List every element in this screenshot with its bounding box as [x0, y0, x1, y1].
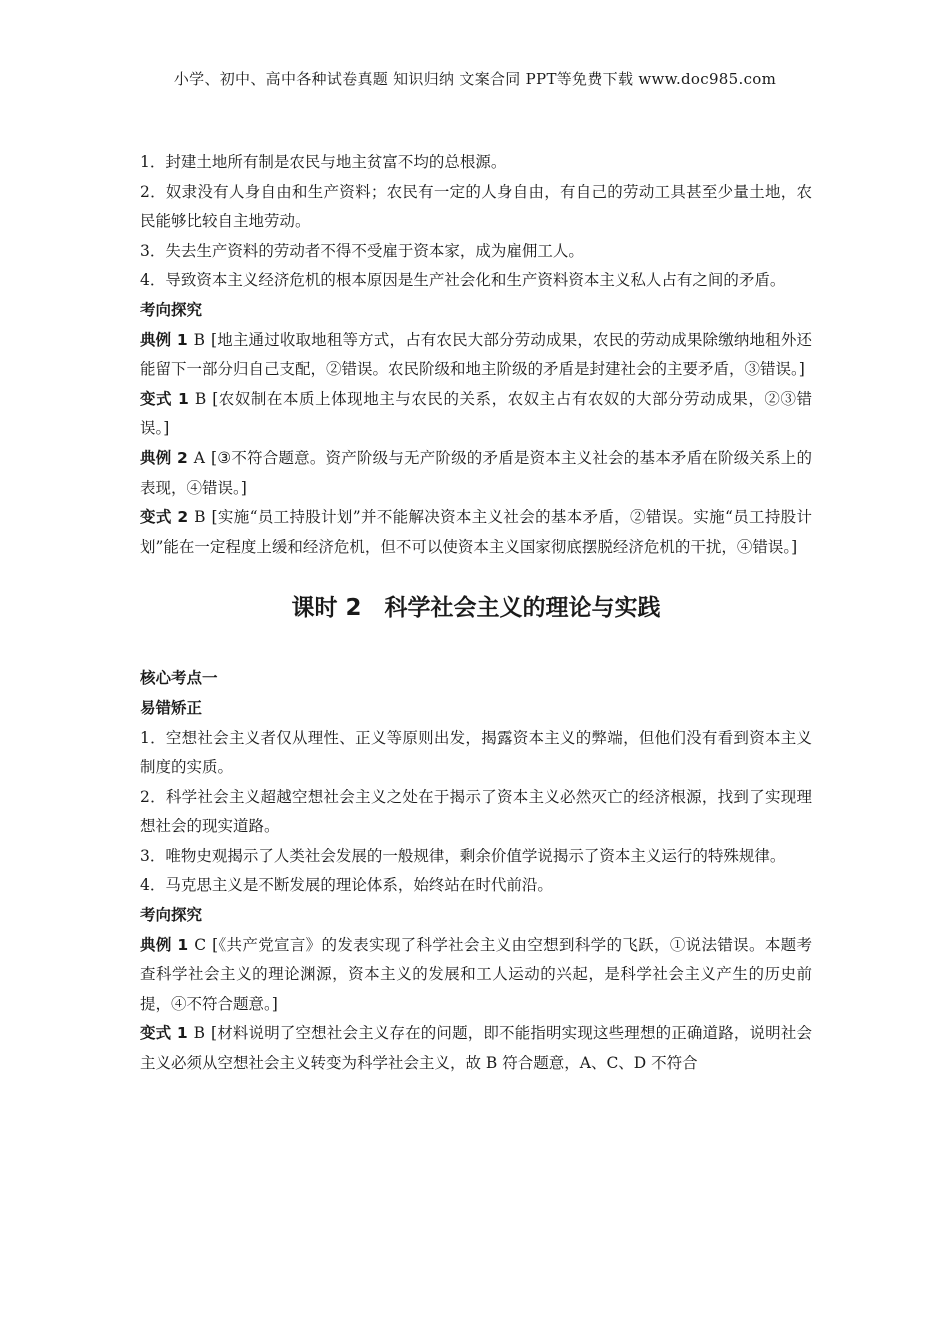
example-tag: 典例 2	[140, 448, 188, 467]
list-item: 2．奴隶没有人身自由和生产资料；农民有一定的人身自由，有自己的劳动工具甚至少量土地，农民能够比较自主地劳动。	[140, 182, 812, 231]
example-text: [③不符合题意。资产阶级与无产阶级的矛盾是资本主义社会的基本矛盾在阶级关系上的表现，④错误。]	[140, 448, 812, 497]
example-paragraph	[140, 326, 812, 385]
explore-heading: 考向探究	[140, 300, 203, 319]
document-body	[140, 148, 812, 1079]
example-answer: B	[193, 330, 206, 349]
example-paragraph	[140, 444, 812, 503]
core-heading: 核心考点一	[140, 669, 218, 688]
list-item: 2．科学社会主义超越空想社会主义之处在于揭示了资本主义必然灭亡的经济根源，找到了实现理想社会的现实道路。	[140, 787, 812, 836]
list-item: 3．失去生产资料的劳动者不得不受雇于资本家，成为雇佣工人。	[140, 241, 584, 260]
page-header: 小学、初中、高中各种试卷真题 知识归纳 文案合同 PPT等免费下载 www.doc985.com	[173, 70, 777, 88]
explore-heading: 考向探究	[140, 906, 203, 925]
example-tag: 变式 1	[140, 389, 189, 408]
example-tag: 典例 1	[140, 330, 188, 349]
example-text: [《共产党宣言》的发表实现了科学社会主义由空想到科学的飞跃，①说法错误。本题考查科学社会主义的理论渊源，资本主义的发展和工人运动的兴起，是科学社会主义产生的历史前提，④不符合题意。]	[140, 935, 812, 1013]
example-answer: B	[194, 508, 206, 527]
list-item: 3．唯物史观揭示了人类社会发展的一般规律，剩余价值学说揭示了资本主义运行的特殊规律。	[140, 846, 786, 865]
example-paragraph	[140, 931, 812, 1020]
list-item: 4．马克思主义是不断发展的理论体系，始终站在时代前沿。	[140, 876, 553, 895]
example-text: [地主通过收取地租等方式，占有农民大部分劳动成果，农民的劳动成果除缴纳地租外还能留下一部分归自己支配，②错误。农民阶级和地主阶级的矛盾是封建社会的主要矛盾，③错误。]	[140, 330, 812, 379]
example-paragraph	[140, 385, 812, 444]
example-paragraph	[140, 503, 812, 562]
section-title: 课时 2 科学社会主义的理论与实践	[291, 595, 661, 622]
example-tag: 典例 1	[140, 935, 189, 954]
example-text: [实施“员工持股计划”并不能解决资本主义社会的基本矛盾，②错误。实施“员工持股计划”能在一定程度上缓和经济危机，但不可以使资本主义国家彻底摆脱经济危机的干扰，④错误。]	[140, 508, 812, 556]
example-text: [农奴制在本质上体现地主与农民的关系，农奴主占有农奴的大部分劳动成果，②③错误。]	[140, 389, 812, 438]
correction-heading: 易错矫正	[140, 698, 203, 717]
example-paragraph	[140, 1019, 812, 1078]
list-item: 4．导致资本主义经济危机的根本原因是生产社会化和生产资料资本主义私人占有之间的矛盾。	[140, 271, 786, 290]
list-item: 1．封建土地所有制是农民与地主贫富不均的总根源。	[140, 153, 507, 171]
example-answer: A	[193, 448, 205, 467]
list-item: 1．空想社会主义者仅从理性、正义等原则出发，揭露资本主义的弊端，但他们没有看到资本主义制度的实质。	[140, 728, 812, 777]
example-answer: C	[194, 935, 207, 954]
example-tag: 变式 2	[140, 508, 189, 527]
example-tag: 变式 1	[140, 1024, 188, 1043]
example-answer: B	[193, 1024, 206, 1043]
example-text: [材料说明了空想社会主义存在的问题，即不能指明实现这些理想的正确道路，说明社会主义必须从空想社会主义转变为科学社会主义，故 B 符合题意，A、C、D 不符合	[140, 1024, 812, 1073]
example-answer: B	[194, 389, 207, 408]
